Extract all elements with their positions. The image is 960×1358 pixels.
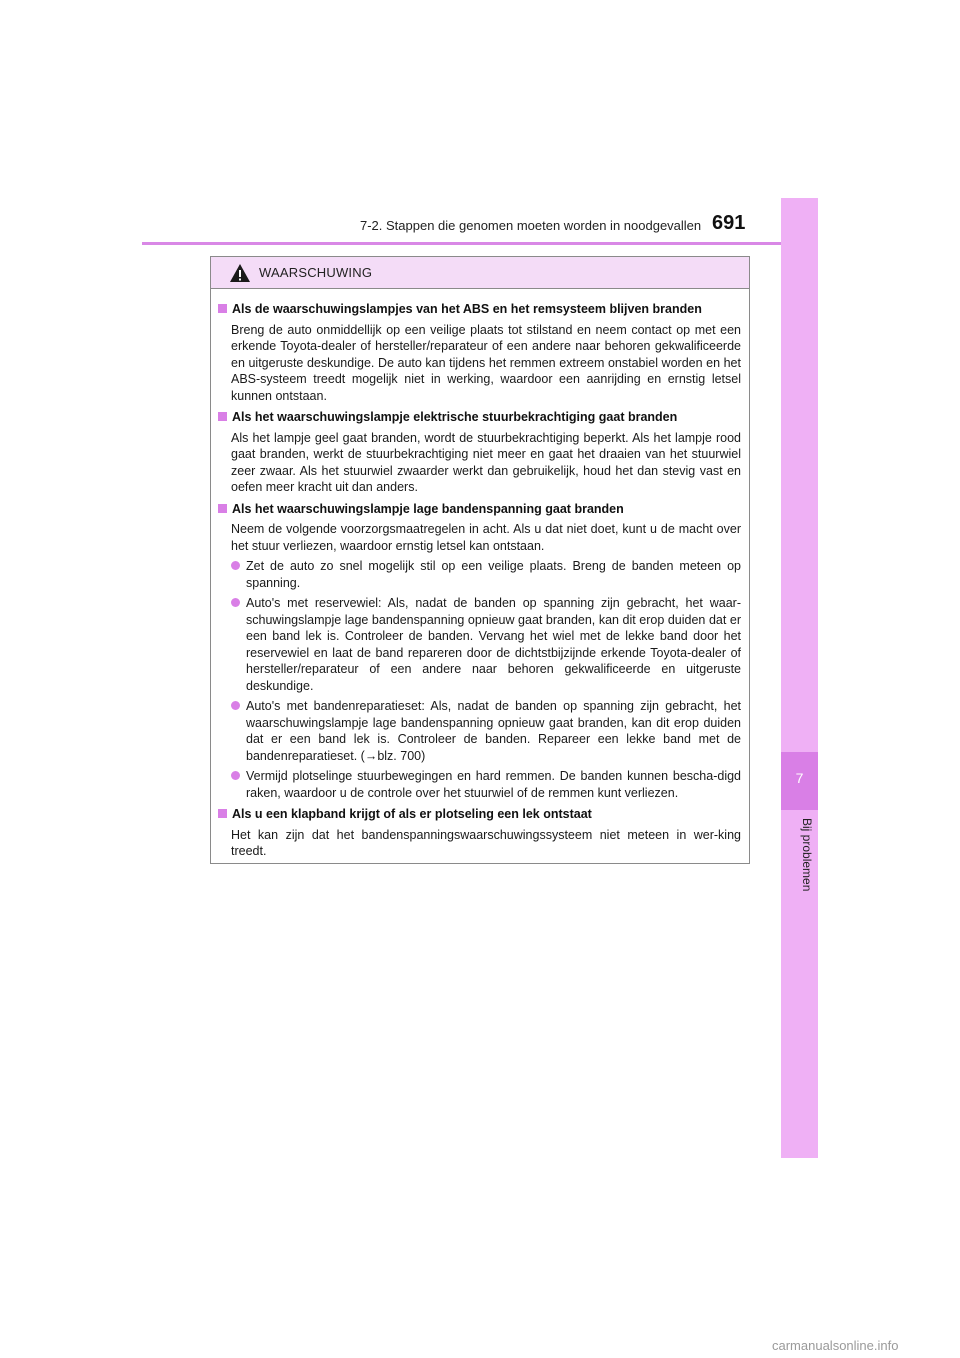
watermark: carmanualsonline.info (772, 1338, 899, 1353)
warning-section-abs (218, 301, 741, 404)
list-item (231, 595, 741, 694)
warning-section-tire-pressure (218, 501, 741, 802)
square-bullet-icon (218, 412, 227, 421)
list-item-text: Auto's met reservewiel: Als, nadat de banden op spanning zijn gebracht, het waar-schuwingslampje lage bandenspanning opnieuw gaat branden, kan dit erop duiden dat er een band lek is. Controleer de banden. Vervang het wiel met de lekke band door het reservewiel en laat de band repareren door de dichtstbijzijnde erkende Toyota-dealer of hersteller/reparateur of een andere naar behoren gekwalificeerde en uitgeruste deskundige. (246, 596, 741, 693)
chapter-number: 7 (795, 770, 804, 786)
list-item (231, 768, 741, 801)
round-bullet-icon (231, 771, 240, 780)
square-bullet-icon (218, 809, 227, 818)
warning-header (211, 257, 749, 289)
chapter-side-tab (781, 198, 818, 1158)
warning-box (210, 256, 750, 864)
page-number: 691 (712, 212, 746, 234)
section-heading (218, 806, 741, 823)
list-item-text: Zet de auto zo snel mogelijk stil op een veilige plaats. Breng de banden meteen op spanning. (246, 559, 741, 590)
section-heading (218, 409, 741, 426)
section-text: Neem de volgende voorzorgsmaatregelen in acht. Als u dat niet doet, kunt u de macht over het stuur verliezen, waardoor ernstig letsel kan ontstaan. (231, 522, 741, 553)
running-header-section: 7-2. Stappen die genomen moeten worden in noodgevallen (360, 218, 702, 233)
round-bullet-icon (231, 598, 240, 607)
chapter-title: Bij problemen (800, 818, 814, 892)
section-heading (218, 501, 741, 518)
warning-section-blowout (218, 806, 741, 860)
section-text: Het kan zijn dat het bandenspanningswaarschuwingssysteem niet meteen in wer-king treedt. (231, 827, 741, 858)
square-bullet-icon (218, 304, 227, 313)
warning-title: WAARSCHUWING (259, 265, 373, 280)
section-heading-text: Als u een klapband krijgt of als er plotseling een lek ontstaat (232, 807, 592, 821)
round-bullet-icon (231, 701, 240, 710)
list-item (231, 698, 741, 764)
header-divider (142, 242, 818, 245)
section-heading-text: Als het waarschuwingslampje lage bandenspanning gaat branden (232, 501, 624, 516)
section-heading-text: Als het waarschuwingslampje elektrische stuurbekrachtiging gaat branden (232, 410, 678, 424)
warning-triangle-icon (229, 263, 251, 283)
square-bullet-icon (218, 504, 227, 513)
list-item-text: Vermijd plotselinge stuurbewegingen en hard remmen. De banden kunnen bescha-digd raken, waardoor u de controle over het stuurwiel of de remmen kunt verliezen. (246, 769, 741, 800)
list-item (231, 558, 741, 591)
warning-section-steering (218, 409, 741, 496)
round-bullet-icon (231, 561, 240, 570)
list-item-text: Auto's met bandenreparatieset: Als, nadat de banden op spanning zijn gebracht, het waarschuwingslampje lage bandenspanning opnieuw gaat branden, kan dit erop duiden dat er een band lek is. Controleer de banden. Repareer een lekke band met de bandenreparatieset. (→blz. 700) (246, 699, 741, 763)
bullet-list (218, 558, 741, 801)
section-heading-text: Als de waarschuwingslampjes van het ABS en het remsysteem blijven branden (232, 302, 702, 316)
warning-body (211, 289, 749, 860)
section-text: Als het lampje geel gaat branden, wordt de stuurbekrachtiging beperkt. Als het lampje rood gaat branden, werkt de stuurbekrachtiging niet meer en gaat het draaien van het stuurwiel zeer zwaar. Als het stuurwiel zwaarder werkt dan gebruikelijk, houd het dan stevig vast en oefen meer kracht uit dan anders. (231, 430, 741, 494)
section-text: Breng de auto onmiddellijk op een veilige plaats tot stilstand en neem contact op met een erkende Toyota-dealer of hersteller/reparateur of een andere naar behoren gekwalificeerde en uitgeruste deskundige. De auto kan tijdens het remmen extreem onstabiel worden en het ABS-systeem treedt mogelijk niet in werking, waardoor een aanrijding en ernstig letsel kunnen ontstaan. (231, 322, 741, 403)
section-heading (218, 301, 741, 318)
